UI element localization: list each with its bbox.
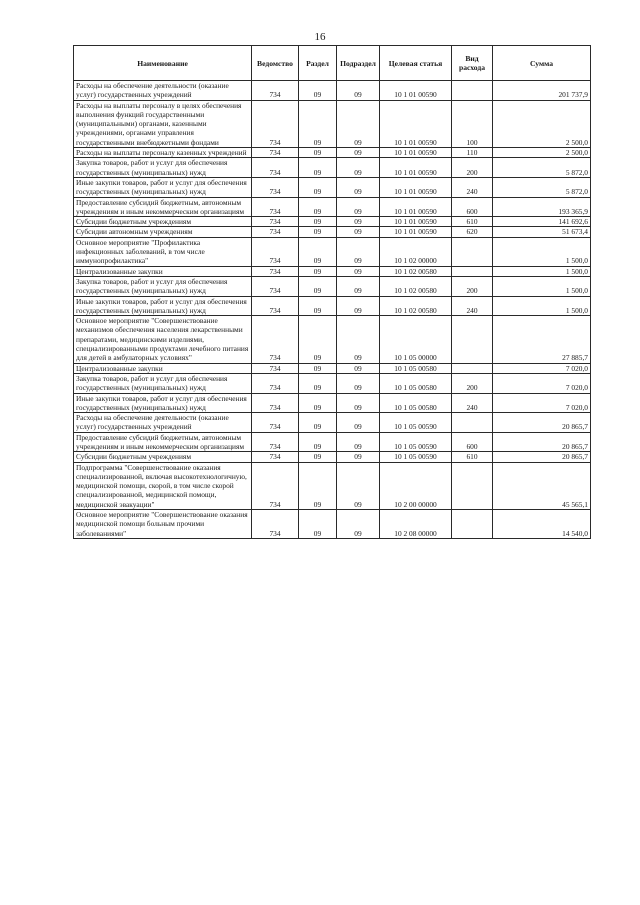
table-row [74,276,591,296]
row-subsection-cell: 09 [337,373,380,393]
row-sum-cell: 7 020,0 [493,373,591,393]
header-sum: Сумма [493,46,591,81]
row-target-article-cell: 10 1 01 00590 [380,227,452,237]
table-row [74,237,591,266]
row-department-cell: 734 [252,316,299,363]
row-subsection-cell: 09 [337,432,380,452]
row-subsection-cell: 09 [337,363,380,373]
table-row [74,81,591,101]
table-row [74,413,591,433]
row-expense-type-cell: 200 [452,158,493,178]
row-expense-type-cell: 100 [452,100,493,147]
row-department-cell: 734 [252,413,299,433]
row-expense-type-cell: 110 [452,148,493,158]
row-name-cell: Предоставление субсидий бюджетным, автономным учреждениям и иным некоммерческим организациям [74,197,252,217]
row-expense-type-cell [452,316,493,363]
row-target-article-cell: 10 1 05 00590 [380,452,452,462]
row-department-cell: 734 [252,81,299,101]
row-subsection-cell: 09 [337,462,380,509]
budget-table [73,45,591,539]
table-row [74,217,591,227]
row-name-cell: Основное мероприятие "Совершенствование оказания медицинской помощи больным прочими заболеваниями" [74,510,252,539]
row-sum-cell: 7 020,0 [493,363,591,373]
row-expense-type-cell [452,81,493,101]
row-name-cell: Закупка товаров, работ и услуг для обеспечения государственных (муниципальных) нужд [74,158,252,178]
row-sum-cell: 1 500,0 [493,276,591,296]
row-subsection-cell: 09 [337,148,380,158]
header-subsection: Подраздел [337,46,380,81]
row-sum-cell: 1 500,0 [493,296,591,316]
table-row [74,363,591,373]
row-section-cell: 09 [299,158,337,178]
row-sum-cell: 20 865,7 [493,413,591,433]
row-department-cell: 734 [252,148,299,158]
row-subsection-cell: 09 [337,158,380,178]
row-target-article-cell: 10 1 05 00000 [380,316,452,363]
row-department-cell: 734 [252,177,299,197]
row-expense-type-cell [452,413,493,433]
row-name-cell: Расходы на обеспечение деятельности (оказание услуг) государственных учреждений [74,413,252,433]
row-sum-cell: 2 500,0 [493,100,591,147]
row-target-article-cell: 10 1 01 00590 [380,197,452,217]
table-row [74,158,591,178]
row-section-cell: 09 [299,452,337,462]
row-section-cell: 09 [299,316,337,363]
row-name-cell: Подпрограмма "Совершенствование оказания специализированной, включая высокотехнологичную, медицинской помощи, скорой, в том числе скорой специализированной, медицинской помощи, медицинской эвакуации" [74,462,252,509]
row-sum-cell: 51 673,4 [493,227,591,237]
row-section-cell: 09 [299,100,337,147]
table-row [74,316,591,363]
row-section-cell: 09 [299,413,337,433]
row-name-cell: Субсидии автономным учреждениям [74,227,252,237]
row-expense-type-cell: 610 [452,452,493,462]
row-section-cell: 09 [299,296,337,316]
row-section-cell: 09 [299,432,337,452]
row-expense-type-cell [452,266,493,276]
row-target-article-cell: 10 1 02 00000 [380,237,452,266]
row-subsection-cell: 09 [337,296,380,316]
row-name-cell: Иные закупки товаров, работ и услуг для обеспечения государственных (муниципальных) нужд [74,177,252,197]
row-department-cell: 734 [252,266,299,276]
row-expense-type-cell [452,363,493,373]
row-target-article-cell: 10 2 00 00000 [380,462,452,509]
row-subsection-cell: 09 [337,217,380,227]
row-subsection-cell: 09 [337,393,380,413]
row-sum-cell: 201 737,9 [493,81,591,101]
row-target-article-cell: 10 1 01 00590 [380,177,452,197]
row-target-article-cell: 10 1 05 00590 [380,432,452,452]
row-name-cell: Расходы на выплаты персоналу казенных учреждений [74,148,252,158]
row-expense-type-cell [452,462,493,509]
row-target-article-cell: 10 1 05 00580 [380,373,452,393]
row-section-cell: 09 [299,510,337,539]
row-sum-cell: 20 865,7 [493,432,591,452]
row-subsection-cell: 09 [337,510,380,539]
row-department-cell: 734 [252,432,299,452]
header-department: Ведомство [252,46,299,81]
table-header-row [74,46,591,81]
row-section-cell: 09 [299,217,337,227]
row-section-cell: 09 [299,462,337,509]
row-section-cell: 09 [299,197,337,217]
row-name-cell: Закупка товаров, работ и услуг для обеспечения государственных (муниципальных) нужд [74,373,252,393]
table-row [74,452,591,462]
row-target-article-cell: 10 1 02 00580 [380,296,452,316]
row-subsection-cell: 09 [337,452,380,462]
row-department-cell: 734 [252,296,299,316]
row-name-cell: Предоставление субсидий бюджетным, автономным учреждениям и иным некоммерческим организациям [74,432,252,452]
header-name: Наименование [74,46,252,81]
row-section-cell: 09 [299,276,337,296]
row-subsection-cell: 09 [337,316,380,363]
row-department-cell: 734 [252,276,299,296]
row-subsection-cell: 09 [337,227,380,237]
row-expense-type-cell [452,510,493,539]
table-row [74,462,591,509]
row-subsection-cell: 09 [337,276,380,296]
table-row [74,100,591,147]
row-sum-cell: 5 872,0 [493,158,591,178]
row-department-cell: 734 [252,158,299,178]
row-target-article-cell: 10 1 05 00590 [380,413,452,433]
table-row [74,432,591,452]
page-number: 16 [314,31,326,43]
header-section: Раздел [299,46,337,81]
table-row [74,148,591,158]
row-sum-cell: 14 540,0 [493,510,591,539]
row-expense-type-cell: 240 [452,296,493,316]
row-sum-cell: 141 692,6 [493,217,591,227]
row-subsection-cell: 09 [337,237,380,266]
row-subsection-cell: 09 [337,266,380,276]
row-department-cell: 734 [252,462,299,509]
row-name-cell: Централизованные закупки [74,363,252,373]
row-department-cell: 734 [252,510,299,539]
table-row [74,373,591,393]
row-target-article-cell: 10 1 02 00580 [380,276,452,296]
table-row [74,177,591,197]
row-sum-cell: 20 865,7 [493,452,591,462]
row-expense-type-cell: 200 [452,373,493,393]
row-section-cell: 09 [299,393,337,413]
row-name-cell: Основное мероприятие "Профилактика инфекционных заболеваний, в том числе иммунопрофилактика" [74,237,252,266]
row-sum-cell: 5 872,0 [493,177,591,197]
row-department-cell: 734 [252,197,299,217]
row-sum-cell: 1 500,0 [493,266,591,276]
header-target-article: Целевая статья [380,46,452,81]
row-target-article-cell: 10 1 02 00580 [380,266,452,276]
row-name-cell: Расходы на обеспечение деятельности (оказание услуг) государственных учреждений [74,81,252,101]
row-name-cell: Субсидии бюджетным учреждениям [74,452,252,462]
row-expense-type-cell [452,237,493,266]
row-section-cell: 09 [299,227,337,237]
row-name-cell: Расходы на выплаты персоналу в целях обеспечения выполнения функций государственными (муниципальными) органами, казенными учреждениями, органами управления государственными внебюджетными фондами [74,100,252,147]
row-expense-type-cell: 600 [452,197,493,217]
row-department-cell: 734 [252,227,299,237]
row-name-cell: Закупка товаров, работ и услуг для обеспечения государственных (муниципальных) нужд [74,276,252,296]
table-row [74,227,591,237]
row-sum-cell: 7 020,0 [493,393,591,413]
table-row [74,296,591,316]
row-target-article-cell: 10 1 01 00590 [380,148,452,158]
row-expense-type-cell: 200 [452,276,493,296]
row-target-article-cell: 10 1 05 00580 [380,393,452,413]
row-section-cell: 09 [299,148,337,158]
header-expense-type: Вид расхода [452,46,493,81]
row-target-article-cell: 10 1 01 00590 [380,81,452,101]
row-subsection-cell: 09 [337,100,380,147]
row-department-cell: 734 [252,393,299,413]
row-subsection-cell: 09 [337,177,380,197]
row-expense-type-cell: 240 [452,393,493,413]
row-department-cell: 734 [252,237,299,266]
row-name-cell: Централизованные закупки [74,266,252,276]
row-subsection-cell: 09 [337,197,380,217]
row-subsection-cell: 09 [337,413,380,433]
row-department-cell: 734 [252,452,299,462]
row-department-cell: 734 [252,373,299,393]
table-row [74,393,591,413]
row-department-cell: 734 [252,363,299,373]
row-section-cell: 09 [299,237,337,266]
row-section-cell: 09 [299,177,337,197]
row-name-cell: Иные закупки товаров, работ и услуг для обеспечения государственных (муниципальных) нужд [74,296,252,316]
row-expense-type-cell: 610 [452,217,493,227]
row-target-article-cell: 10 2 08 00000 [380,510,452,539]
row-expense-type-cell: 600 [452,432,493,452]
row-target-article-cell: 10 1 01 00590 [380,217,452,227]
row-section-cell: 09 [299,266,337,276]
row-target-article-cell: 10 1 01 00590 [380,158,452,178]
row-target-article-cell: 10 1 05 00580 [380,363,452,373]
row-sum-cell: 2 500,0 [493,148,591,158]
row-name-cell: Иные закупки товаров, работ и услуг для обеспечения государственных (муниципальных) нужд [74,393,252,413]
row-department-cell: 734 [252,217,299,227]
table-row [74,510,591,539]
row-name-cell: Субсидии бюджетным учреждениям [74,217,252,227]
row-subsection-cell: 09 [337,81,380,101]
table-row [74,197,591,217]
row-section-cell: 09 [299,363,337,373]
row-sum-cell: 27 885,7 [493,316,591,363]
row-sum-cell: 193 365,9 [493,197,591,217]
row-department-cell: 734 [252,100,299,147]
row-sum-cell: 1 500,0 [493,237,591,266]
row-section-cell: 09 [299,373,337,393]
row-name-cell: Основное мероприятие "Совершенствование механизмов обеспечения населения лекарственными препаратами, медицинскими изделиями, специализированными продуктами лечебного питания для детей в амбулаторных условиях" [74,316,252,363]
row-expense-type-cell: 240 [452,177,493,197]
table-row [74,266,591,276]
row-sum-cell: 45 565,1 [493,462,591,509]
row-expense-type-cell: 620 [452,227,493,237]
row-target-article-cell: 10 1 01 00590 [380,100,452,147]
row-section-cell: 09 [299,81,337,101]
